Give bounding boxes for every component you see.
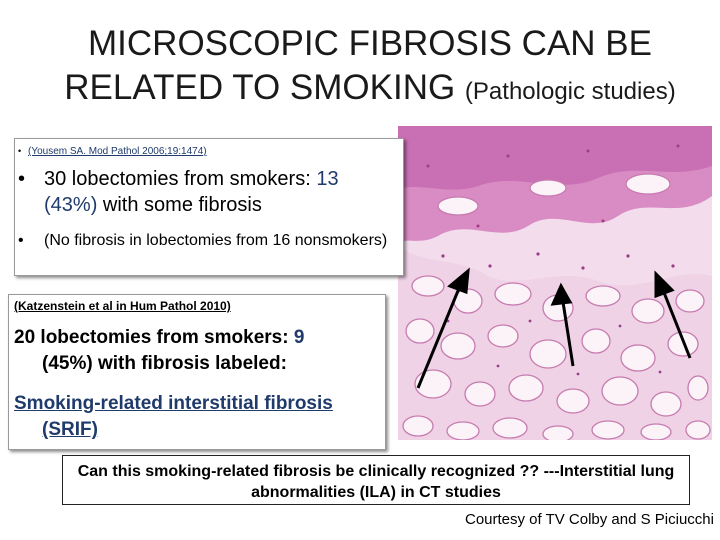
srif-line-1: Smoking-related interstitial fibrosis bbox=[14, 393, 333, 414]
bullet-text-post: with some fibrosis bbox=[97, 194, 262, 216]
yousem-reference: (Yousem SA. Mod Pathol 2006;19:1474) bbox=[28, 146, 207, 157]
slide-title bbox=[20, 22, 720, 114]
title-line-2: RELATED TO SMOKING bbox=[64, 68, 465, 107]
bullet-percent: (43%) bbox=[44, 194, 98, 216]
bullet-smoker-fibrosis bbox=[18, 166, 390, 218]
bullet-nonsmokers bbox=[18, 230, 390, 252]
finding-line-2: (45%) with fibrosis labeled: bbox=[42, 353, 287, 374]
finding-count: 9 bbox=[293, 327, 305, 348]
bullet-dot: • bbox=[18, 232, 24, 249]
title-line-1: MICROSCOPIC FIBROSIS CAN BE bbox=[88, 24, 652, 63]
question-box: Can this smoking-related fibrosis be clinically recognized ?? ---Interstitial lung abnormalities (ILA) in CT studies bbox=[62, 455, 690, 505]
bullet-dot: • bbox=[18, 168, 26, 190]
katzenstein-reference: (Katzenstein et al in Hum Pathol 2010) bbox=[14, 299, 231, 313]
title-subtitle: (Pathologic studies) bbox=[464, 78, 676, 105]
srif-label bbox=[14, 391, 374, 443]
histology-image bbox=[398, 126, 712, 440]
finding-text-pre: 20 lobectomies from smokers: bbox=[14, 327, 294, 348]
bullet-nonsmokers-text: (No fibrosis in lobectomies from 16 nonsmokers) bbox=[44, 232, 388, 249]
bullet-small: • bbox=[18, 146, 22, 156]
katzenstein-finding bbox=[14, 325, 374, 377]
bullet-text-pre: 30 lobectomies from smokers: bbox=[44, 168, 317, 190]
srif-line-2: (SRIF) bbox=[42, 419, 98, 440]
bullet-count: 13 bbox=[316, 168, 339, 190]
image-credit: Courtesy of TV Colby and S Piciucchi bbox=[464, 511, 714, 528]
